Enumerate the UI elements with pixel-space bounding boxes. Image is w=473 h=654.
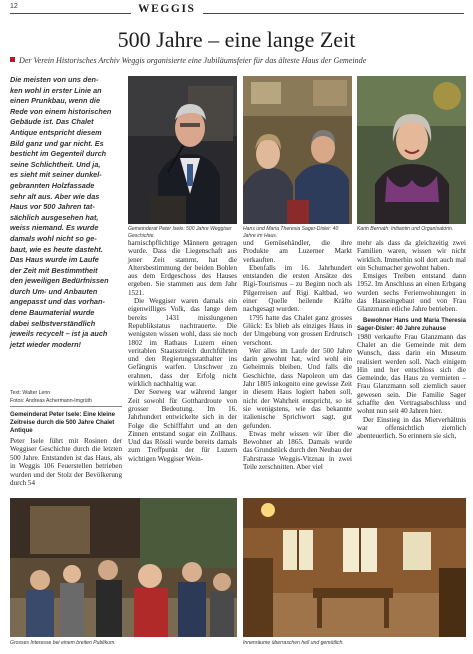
deck-text: Der Verein Historisches Archiv Weggis organisierte eine Jubiläumsfeier für das älteste Haus der Gemeinde [19,56,367,65]
intro-line: baut, wie es heute dasteht. [10,244,103,254]
intro-line: gebrannten Holzfassade [10,180,95,190]
col2-paragraph: Die Weggiser waren damals ein eigenwilliges Volk, das lange dem bereits 1431 misslungenen Republikstatus nachtrauerte. Die wenigsten wissen wohl, dass sie noch 1802 im Rathaus Luzern einen veritablen Staatsstreich durchführten und den Regierungsstatthalter ins Gefängnis warfen. Unschwer zu erahnen, dass der Erfolg nicht wirklich nachhaltig war. [128,297,237,389]
col1-subhead: Gemeinderat Peter Isele: Eine kleine Zeitreise durch die 500 Jahre Chalet Antique [10,411,115,435]
credit-text: Text: Walter Lenn [10,390,51,396]
col4-paragraph: Der Einstieg in das Mietverhältnis war offensichtlich ziemlich abenteuerlich. So erinnern sie sich, [357,415,466,441]
photo-interior [243,498,466,637]
intro-line: dabei selbstverständlich [10,318,96,328]
col4-paragraph: 1980 verkaufte Frau Glanzmann das Chalet an die Gemeinde mit dem Wunsch, dass darin ein Museum realisiert werden soll. Nach einigem Hin und her entschloss sich die Gemeinde, das Haus zu vermieten – Frau Glanzmann soll ziemlich sauer gewesen sein. Die Familie Sager schaffte den Vertragsabschluss und wohnt nun seit 40 Jahren hier. [357,332,466,416]
photo-organizer [357,76,466,224]
col4-paragraph: mehr als dass da gleichzeitig zwei Familien waren, wissen wir nicht wirklich. Immerhin soll dort auch mal ein Schumacher gewohnt haben. [357,239,466,272]
article-deck [10,56,466,65]
article-headline: 500 Jahre – eine lange Zeit [117,27,356,52]
intro-line: durch Um- und Anbauten [10,286,98,296]
intro-line: Das Haus wurde im Laufe [10,255,99,265]
photo-interior-caption: Innenräume überraschen hell und gemütlich. [243,640,344,646]
intro-line: Gebäude ist. Das Chalet [10,117,94,127]
col1-body: Peter Isele führt mit Rosinen der Weggiser Geschichte durch die letzten 500 Jahre. Entstanden ist das Haus, als in Weggis 106 Feuerstellen betrieben wurden und der Stolz der Bevölkerung durch 54 [10,437,122,488]
page-number: 12 [10,3,18,10]
intro-line: damals wohl nicht so ge- [10,233,97,243]
intro-line: sehr alt aus. Aber wie das [10,191,100,201]
intro-line: angepasst und das vorhan- [10,297,105,307]
intro-line: Rede von einem historischen [10,106,112,116]
intro-line: den jeweiligen Bedürfnissen [10,276,109,286]
intro-line: jetzt wieder modern! [10,339,81,349]
col3-paragraph: Etwas mehr wissen wir über die Bewohner ab 1865. Damals wurde das Grundstück durch den Neubau der Fahrstrasse Weggis-Vitznau in zwei Teile zerschnitten. Aber viel [243,429,352,472]
section-title: WEGGIS [131,2,203,15]
intro-line: Antique entspricht diesem [10,127,102,137]
credit-photos: Fotos: Andreas Achermann-Imgrüth [10,398,92,404]
col3-paragraph: Ebenfalls im 16. Jahrhundert entstanden die ersten Ansätze des Rigi-Tourismus – zu Beginn noch als Pilgerreisen auf Rigi Kaltbad, wo einer Quelle heilende Kräfte nachgesagt wurden. [243,263,352,314]
body-column-3 [243,239,352,471]
photo-couple-caption: Hans und Maria Theresia Sager-Disler: 40 Jahre im Haus. [243,226,339,239]
intro-line: ken wohl in erster Linie an [10,85,102,95]
body-column-2 [128,239,237,463]
intro-line: jeweils recycelt – ist ja auch [10,329,108,339]
photo-organizer-caption: Karin Bernath: Initiantin und Organisatorin. [357,226,454,232]
intro-line: einen Prunkbau, wenn die [10,96,101,106]
intro-line: der Zeit mit Bestimmtheit [10,265,98,275]
body-column-4 [357,239,466,441]
col4-paragraph: Emsiges Treiben entstand dann 1952. Im Anschluss an einen Erbgang wurden sechs Ferienwohnungen in das Hauseingebaut und von Frau Glanzmann etliche Jahre betrieben. [357,272,466,314]
intro-line: besticht im Gegenteil durch [10,149,107,159]
col4-subhead: Bewohner Hans und Maria Theresia Sager-Disler: 40 Jahre zuhause [357,317,466,332]
col3-paragraph: Wer alles im Laufe der 500 Jahre darin gewohnt hat, wird wohl ein Geheimnis bleiben. Und falls die Geschichte, dass Napoleon um das Jahr 1805 inkognito eine gewisse Zeit in diesem Haus logiert haben soll, nicht der Wahrheit entspricht, so ist sie wenigstens, wie das bekannte italienische Sprichwort sagt, gut gefunden. [243,346,352,430]
col3-paragraph: und Gemüsehändler, die ihre Produkte am Luzerner Markt verkauften. [243,239,352,264]
intro-lead [10,75,122,350]
intro-line: seine Schlichtheit. Und ja, [10,159,101,169]
col2-paragraph: Der Seeweg war während langer Zeit sowohl für Gotthardroute von grosser Bedeutung. Im 16. Jahrhundert entwickelte sich in der Folge die Schifffahrt und an den Zinnen entstand sogar ein Zollhaus. Und das Rössli wurde bereits damals zum Treffpunkt der für Luzern wichtigen Weggiser Wein- [128,388,237,463]
article-credits [10,389,122,405]
intro-line: dene Baumaterial wurde [10,308,95,318]
intro-line: Die meisten von uns den- [10,75,99,84]
header-rule [10,13,464,14]
deck-square-icon [10,57,15,62]
photo-couple [243,76,352,224]
col2-paragraph: harnischpflichtige Männern getragen wurde. Dass die Liegenschaft aus jener Zeit stammt, hat die Altersbestimmung der beiden Bohlen aus dem Erdgeschoss des Hauses ergeben. Sie stammen aus dem Jahr 1521. [128,239,237,297]
intro-line: es sieht mit seiner dunkel- [10,170,102,180]
intro-line: Bild ganz und gar nicht. Es [10,138,104,148]
intro-line: Haus vor 500 Jahren tat- [10,202,95,212]
intro-line: sächlich ausgesehen hat, [10,212,99,222]
photo-audience [10,498,237,637]
column-divider [10,406,122,407]
col3-paragraph: 1795 hatte das Chalet ganz grosses Glück: Es blieb als einziges Haus in der Umgebung von grossen Erdrutsch verschont. [243,313,352,347]
photo-speaker [128,76,237,224]
intro-line: weiss niemand. Es wurde [10,223,99,233]
photo-audience-caption: Grosses Interesse bei einem breiten Publikum. [10,640,116,646]
photo-speaker-caption: Gemeinderat Peter Isele: 500 Jahre Weggiser Geschichte. [128,226,232,239]
